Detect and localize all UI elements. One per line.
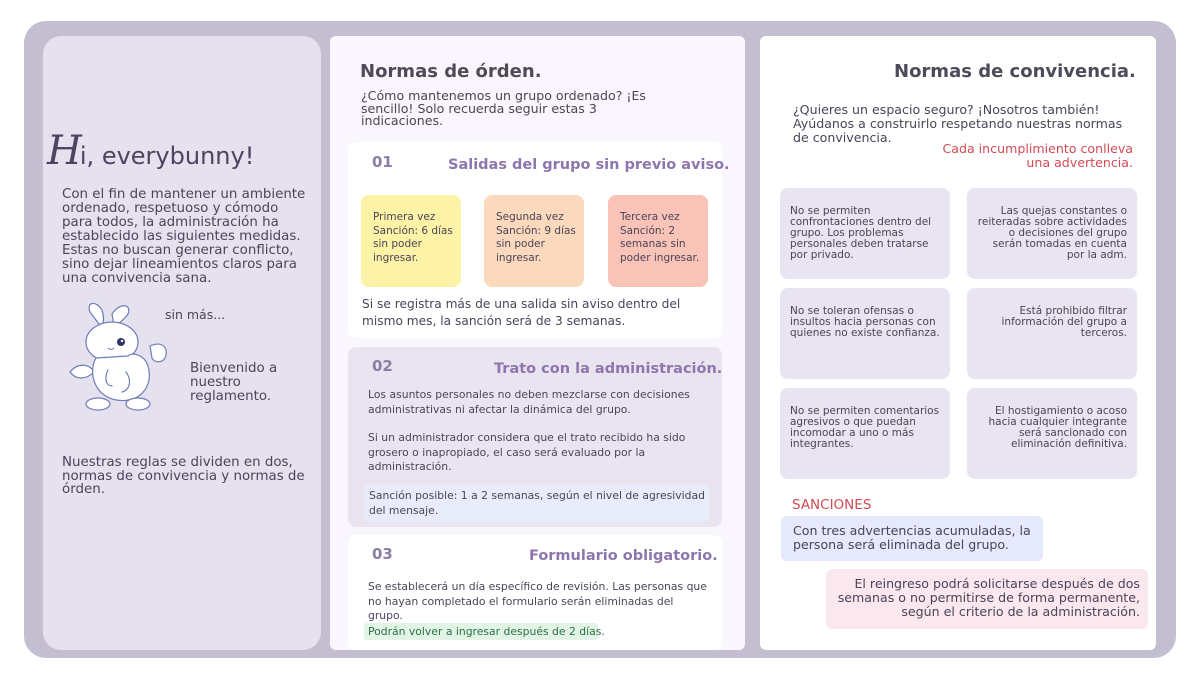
sanction-card-label: Segunda vez xyxy=(496,211,564,223)
rule-card: No se permiten confrontaciones dentro del grupo. Los problemas personales deben tratarse por privado. xyxy=(780,188,950,279)
section-title: Salidas del grupo sin previo aviso. xyxy=(448,157,730,173)
rule-card: Las quejas constantes o reiteradas sobre actividades o decisiones del grupo serán tomadas en cuenta por la adm. xyxy=(967,188,1137,279)
rule-card: Está prohibido filtrar información del grupo a terceros. xyxy=(967,288,1137,379)
greeting-heading xyxy=(47,128,254,174)
welcome-text: Bienvenido a nuestro reglamento. xyxy=(190,361,278,404)
section-number: 01 xyxy=(372,153,393,171)
sanction-card-text: Sanción: 2 semanas sin poder ingresar. xyxy=(620,224,700,264)
outro-paragraph: Nuestras reglas se dividen en dos, normas de convivencia y normas de órden. xyxy=(62,455,305,497)
section-paragraph: Si un administrador considera que el trato recibido ha sido grosero o inapropiado, el caso será evaluado por la administración. xyxy=(368,431,686,473)
winged-bunny-illustration xyxy=(68,300,173,415)
sanction-accumulated-text: Con tres advertencias acumuladas, la persona será eliminada del grupo. xyxy=(793,523,1031,552)
intro-paragraph: Con el fin de mantener un ambiente ordenado, respetuoso y cómodo para todos, la administración ha establecido las siguientes medidas. Estas no buscan generar conflicto, sino dejar lineamientos claros para una convivencia sana. xyxy=(62,187,306,286)
sin-mas-text: sin más... xyxy=(165,307,226,322)
sanction-card-third xyxy=(608,195,708,287)
coexistence-rules-title: Normas de convivencia. xyxy=(894,61,1136,82)
sanction-card-first xyxy=(361,195,461,287)
rule-card: No se toleran ofensas o insultos hacia personas con quienes no existe confianza. xyxy=(780,288,950,379)
section-note: Si se registra más de una salida sin aviso dentro del mismo mes, la sanción será de 3 semanas. xyxy=(362,297,681,328)
sanction-card-label: Tercera vez xyxy=(620,211,680,223)
sanction-card-label: Primera vez xyxy=(373,211,436,223)
section-title: Formulario obligatorio. xyxy=(529,548,718,564)
order-rules-title: Normas de órden. xyxy=(360,61,542,82)
coexistence-rules-intro: ¿Quieres un espacio seguro? ¡Nosotros también! Ayúdanos a construirlo respetando nuestras normas de convivencia. xyxy=(793,102,1123,146)
rule-card: No se permiten comentarios agresivos o que puedan incomodar a uno o más integrantes. xyxy=(780,388,950,479)
warning-note: Cada incumplimiento conlleva una advertencia. xyxy=(942,141,1133,170)
section-paragraph: Los asuntos personales no deben mezclarse con decisiones administrativas ni afectar la dinámica del grupo. xyxy=(368,388,690,416)
sanction-reentry-text: El reingreso podrá solicitarse después de dos semanas o no permitirse de forma permanente, según el criterio de la administración. xyxy=(837,576,1140,619)
rule-card: El hostigamiento o acoso hacia cualquier integrante será sancionado con eliminación definitiva. xyxy=(967,388,1137,479)
sanction-card-text: Sanción: 6 días sin poder ingresar. xyxy=(373,224,453,264)
sanction-card-second xyxy=(484,195,584,287)
section-number: 02 xyxy=(372,357,393,375)
section-paragraph: Se establecerá un día específico de revisión. Las personas que no hayan completado el formulario serán eliminadas del grupo. xyxy=(368,580,707,622)
sanctions-heading: SANCIONES xyxy=(792,497,872,513)
section-number: 03 xyxy=(372,545,393,563)
sanction-text: Podrán volver a ingresar después de 2 días. xyxy=(368,625,605,638)
section-title: Trato con la administración. xyxy=(494,361,723,377)
order-rules-intro: ¿Cómo mantenemos un grupo ordenado? ¡Es sencillo! Solo recuerda seguir estas 3 indicaciones. xyxy=(361,88,646,129)
sanction-card-text: Sanción: 9 días sin poder ingresar. xyxy=(496,224,576,264)
greeting-text: i, everybunny! xyxy=(79,142,255,170)
greeting-initial: H xyxy=(47,128,80,174)
sanction-text: Sanción posible: 1 a 2 semanas, según el nivel de agresividad del mensaje. xyxy=(369,489,705,517)
